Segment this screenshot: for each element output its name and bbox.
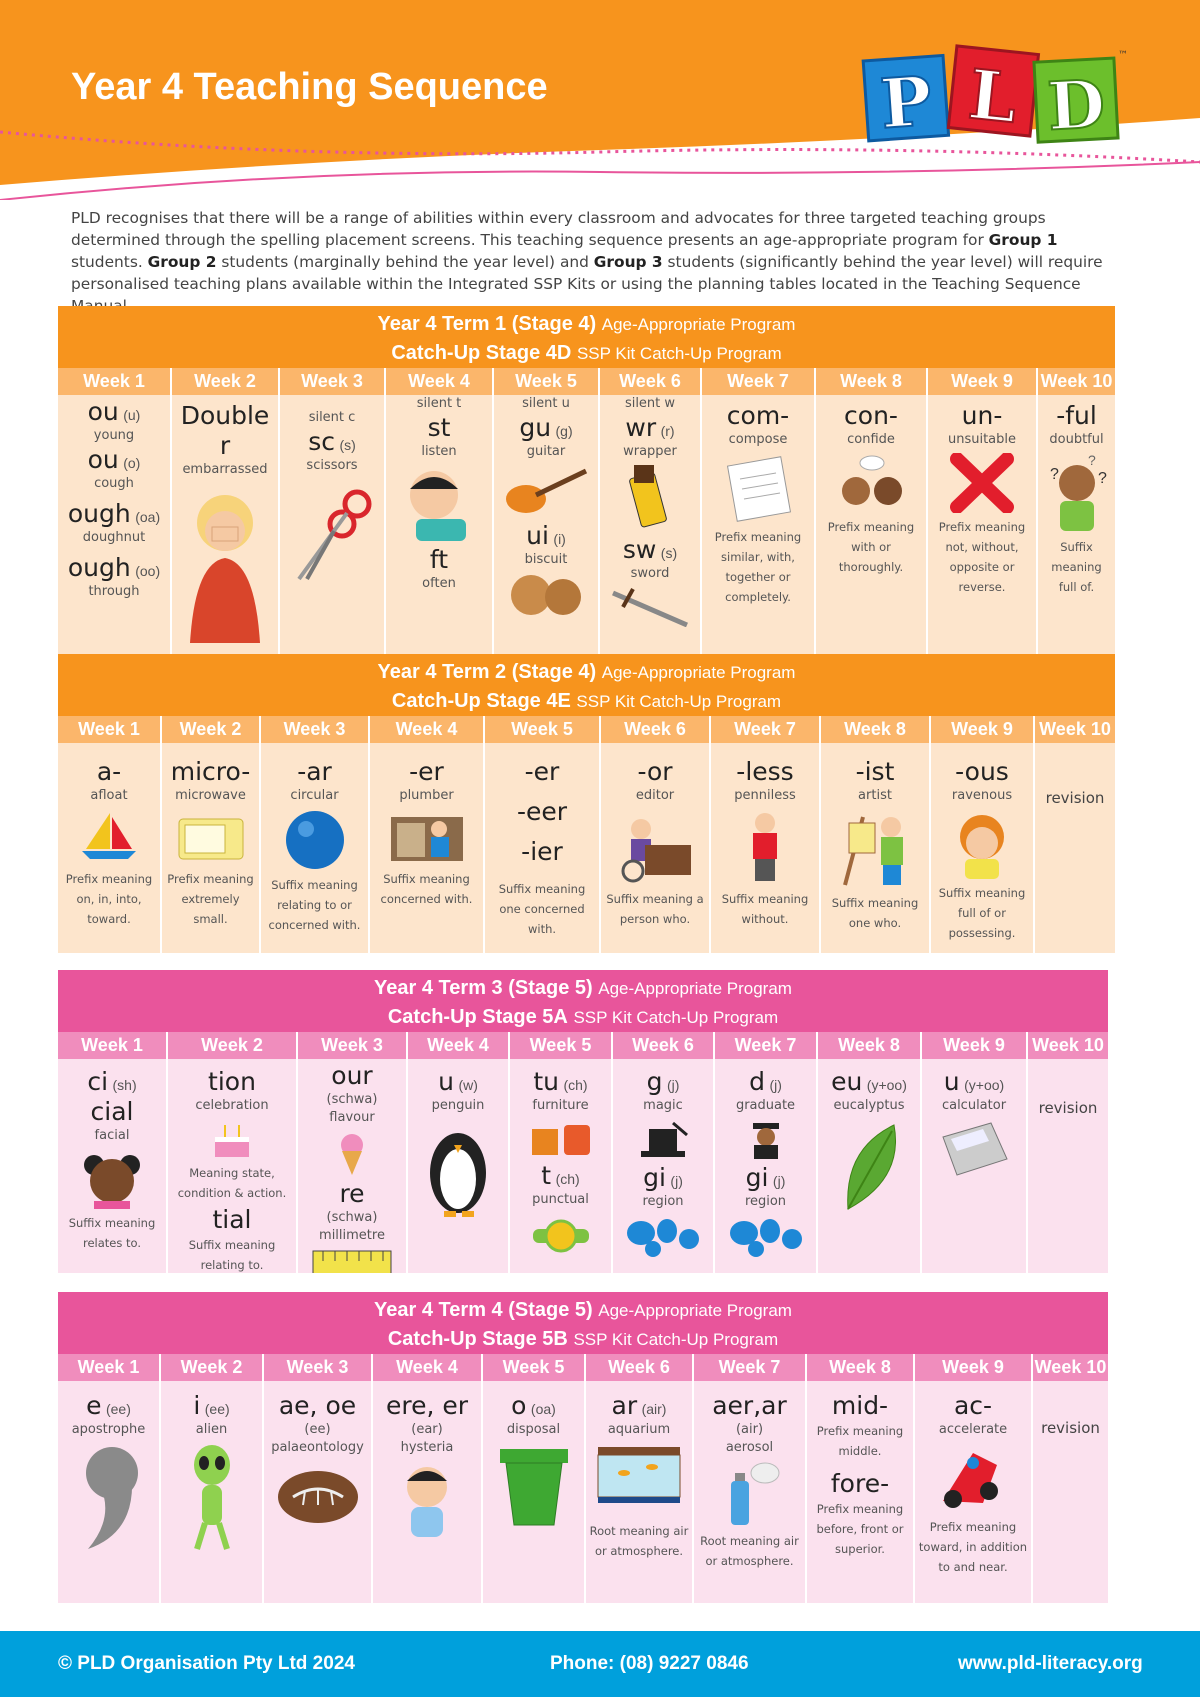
- notepad-icon: [718, 453, 798, 523]
- t4-week-4: ere, er (ear) hysteria: [373, 1381, 483, 1603]
- t1-week-1: ou (u) young ou (o) cough ough (oa) doughnut ough (oo) through: [58, 395, 172, 665]
- apostrophe-icon: [74, 1443, 144, 1553]
- magic-hat-icon: [633, 1119, 693, 1159]
- t4-week-8: mid- Prefix meaning middle. fore- Prefix meaning before, front or superior.: [807, 1381, 915, 1603]
- birthday-cake-icon: [207, 1119, 257, 1159]
- t2-week-4: -er plumber Suffix meaning concerned with.: [370, 743, 485, 953]
- eucalyptus-leaf-icon: [834, 1119, 904, 1213]
- term-3-table: [58, 970, 1108, 1273]
- term-1-table: [58, 306, 1115, 665]
- t1-week-4: silent t st listen ft often: [386, 395, 494, 665]
- world-map-icon-2: [726, 1215, 806, 1259]
- copyright-text: © PLD Organisation Pty Ltd 2024: [58, 1653, 355, 1674]
- t4-week-5: o (oa) disposal: [483, 1381, 586, 1603]
- term-1-header: Year 4 Term 1 (Stage 4) Age-Appropriate Program Catch-Up Stage 4D SSP Kit Catch-Up Program: [58, 306, 1115, 368]
- term-4-cells: [58, 1381, 1108, 1603]
- page-footer: [0, 1631, 1200, 1697]
- red-cross-icon: [947, 453, 1017, 513]
- guitar-icon: [501, 465, 591, 517]
- sword-icon: [607, 587, 693, 627]
- t2-week-3: -ar circular Suffix meaning relating to or concerned with.: [261, 743, 370, 953]
- ice-cream-icon: [332, 1131, 372, 1175]
- logo-letter-d: D: [1045, 64, 1107, 146]
- page-header: [0, 0, 1200, 200]
- graduate-icon: [741, 1119, 791, 1159]
- t4-week-10: revision: [1041, 1419, 1100, 1437]
- t2-week-8: -ist artist Suffix meaning one who.: [821, 743, 931, 953]
- t1-week-9: un- unsuitable Prefix meaning not, without, opposite or reverse.: [928, 395, 1038, 665]
- t2-week-2: micro- microwave Prefix meaning extremely small.: [162, 743, 261, 953]
- t1-week-8: con- confide Prefix meaning with or thoroughly.: [816, 395, 928, 665]
- t4-week-3: ae, oe (ee) palaeontology: [264, 1381, 373, 1603]
- term-4-week-headers: Week 1 Week 2 Week 3 Week 4 Week 5 Week 6 Week 7 Week 8 Week 9 Week 10: [58, 1354, 1108, 1381]
- t3-week-4: u (w) penguin: [408, 1059, 510, 1273]
- world-map-icon: [623, 1215, 703, 1259]
- aerosol-can-icon: [715, 1461, 785, 1527]
- t3-week-2: tion celebration Meaning state, condition & action. tial Suffix meaning relating to.: [168, 1059, 298, 1273]
- t2-week-1: a- afloat Prefix meaning on, in, into, toward.: [58, 743, 162, 953]
- t3-week-7: d (j) graduate gi (j) region: [715, 1059, 818, 1273]
- ruler-icon: [311, 1249, 393, 1273]
- t1-week-10: -ful doubtful ? ? ? Suffix meaning full of.: [1038, 395, 1115, 665]
- svg-text:?: ?: [1097, 470, 1107, 487]
- phone-text: Phone: (08) 9227 0846: [550, 1653, 749, 1674]
- t4-week-7: aer,ar (air) aerosol Root meaning air or atmosphere.: [694, 1381, 807, 1603]
- t1-week-2: Double r embarrassed: [172, 395, 280, 665]
- term-3-week-headers: Week 1 Week 2 Week 3 Week 4 Week 5 Week 6 Week 7 Week 8 Week 9 Week 10: [58, 1032, 1108, 1059]
- svg-text:?: ?: [1049, 466, 1059, 483]
- rubbish-bin-icon: [494, 1443, 574, 1529]
- fossil-icon: [273, 1461, 363, 1527]
- t4-week-6: ar (air) aquarium Root meaning air or atmosphere.: [586, 1381, 694, 1603]
- term-2-week-headers: Week 1 Week 2 Week 3 Week 4 Week 5 Week 6 Week 7 Week 8 Week 9 Week 10: [58, 716, 1115, 743]
- term-1-week-headers: Week 1 Week 2 Week 3 Week 4 Week 5 Week 6 Week 7 Week 8 Week 9 Week 10: [58, 368, 1115, 395]
- svg-text:?: ?: [1087, 453, 1096, 468]
- term-3-cells: [58, 1059, 1108, 1273]
- t2-week-9: -ous ravenous Suffix meaning full of or possessing.: [931, 743, 1035, 953]
- logo-letter-p: P: [877, 61, 935, 145]
- t2-week-6: -or editor Suffix meaning a person who.: [601, 743, 711, 953]
- t1-week-6: silent w wr (r) wrapper sw (s) sword: [600, 395, 702, 665]
- t1-week-5: silent u gu (g) guitar ui (i) biscuit: [494, 395, 600, 665]
- boy-empty-pockets-icon: [735, 809, 795, 885]
- boy-listening-icon: [394, 465, 484, 541]
- logo-letter-l: L: [964, 54, 1021, 140]
- page-title: Year 4 Teaching Sequence: [71, 66, 548, 108]
- plumber-icon: [387, 809, 467, 865]
- term-4-header: Year 4 Term 4 (Stage 5) Age-Appropriate Program Catch-Up Stage 5B SSP Kit Catch-Up Program: [58, 1292, 1108, 1354]
- t3-week-8: eu (y+oo) eucalyptus: [818, 1059, 922, 1273]
- t1-week-3: silent c sc (s) scissors: [280, 395, 386, 665]
- t4-week-9: ac- accelerate Prefix meaning toward, in addition to and near.: [915, 1381, 1033, 1603]
- race-car-icon: [933, 1443, 1013, 1513]
- pld-logo: [858, 40, 1128, 150]
- blue-ball-icon: [280, 809, 350, 871]
- t3-week-10: revision: [1038, 1099, 1098, 1117]
- alien-icon: [177, 1443, 247, 1553]
- t1-week-7: com- compose Prefix meaning similar, with, together or completely.: [702, 395, 816, 665]
- intro-paragraph: PLD recognises that there will be a range of abilities within every classroom and advocates for three targeted teaching groups determined through the spelling placement screens. This teaching sequence presents an age-appropriate program for Group 1 students. Group 2 students (marginally behind the year level) and Group 3 students (significantly behind the year level) will require personalised teaching plans available within the Integrated SSP Kits or using the planning tables located in the Teaching Sequence: [71, 209, 1103, 293]
- calculator-icon: [933, 1119, 1015, 1179]
- penguin-icon: [418, 1119, 498, 1219]
- t2-week-5: -er -eer -ier Suffix meaning one concerned with.: [485, 743, 601, 953]
- t4-week-2: i (ee) alien: [161, 1381, 264, 1603]
- t2-week-7: -less penniless Suffix meaning without.: [711, 743, 821, 953]
- term-2-cells: [58, 743, 1115, 953]
- editor-at-desk-icon: [615, 809, 695, 885]
- term-4-table: [58, 1292, 1108, 1603]
- trademark-symbol: ™: [1118, 50, 1128, 61]
- sailboat-icon: [74, 809, 144, 865]
- t4-week-1: e (ee) apostrophe: [58, 1381, 161, 1603]
- term-2-header: Year 4 Term 2 (Stage 4) Age-Appropriate Program Catch-Up Stage 4E SSP Kit Catch-Up Program: [58, 654, 1115, 716]
- chocolate-wrapper-icon: [610, 465, 690, 531]
- girl-hiding-face-icon: [180, 483, 270, 643]
- furniture-icon: [526, 1119, 596, 1157]
- biscuit-icon: [501, 573, 591, 617]
- scissors-icon: [287, 479, 377, 589]
- website-link[interactable]: www.pld-literacy.org: [958, 1653, 1143, 1674]
- two-children-talking-icon: [826, 453, 916, 513]
- t3-week-6: g (j) magic gi (j) region: [613, 1059, 715, 1273]
- girl-face-icon: [80, 1149, 144, 1209]
- t3-week-3: our (schwa) flavour re (schwa) millimetre: [298, 1059, 408, 1273]
- t2-week-10: revision: [1045, 789, 1105, 807]
- term-1-cells: [58, 395, 1115, 665]
- crying-child-icon: [387, 1461, 467, 1541]
- doubtful-boy-icon: [1044, 453, 1110, 533]
- wristwatch-icon: [529, 1213, 593, 1259]
- microwave-icon: [173, 809, 249, 865]
- aquarium-icon: [594, 1443, 684, 1505]
- t3-week-1: ci (sh) cial facial Suffix meaning relates to.: [58, 1059, 168, 1273]
- t3-week-5: tu (ch) furniture t (ch) punctual: [510, 1059, 613, 1273]
- artist-painting-icon: [835, 809, 915, 889]
- term-2-table: [58, 654, 1115, 953]
- t3-week-9: u (y+oo) calculator: [922, 1059, 1028, 1273]
- hungry-boy-icon: [947, 809, 1017, 879]
- term-3-header: Year 4 Term 3 (Stage 5) Age-Appropriate Program Catch-Up Stage 5A SSP Kit Catch-Up Program: [58, 970, 1108, 1032]
